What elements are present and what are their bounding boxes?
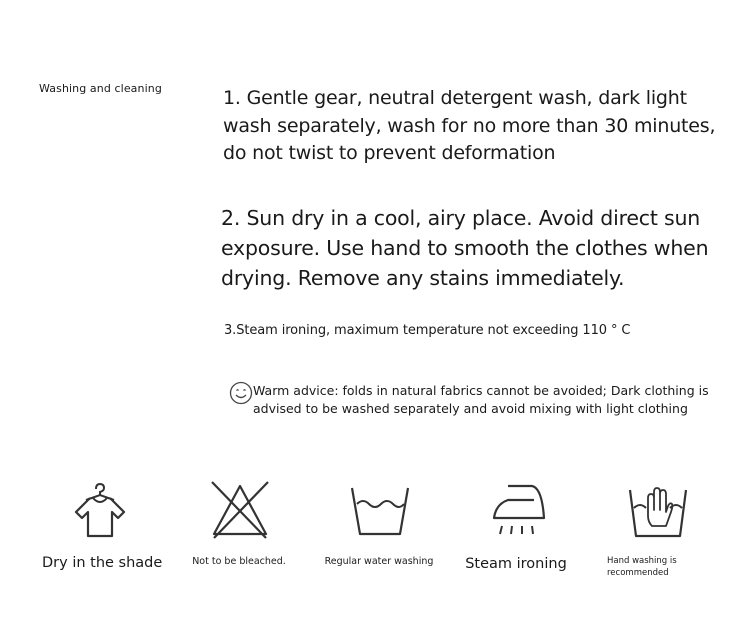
smiley-icon xyxy=(229,381,253,405)
hanger-shirt-icon xyxy=(68,480,132,544)
no-bleach-icon xyxy=(208,478,272,542)
label-steam-ironing: Steam ironing xyxy=(465,556,567,572)
warm-advice-text: Warm advice: folds in natural fabrics cannot be avoided; Dark clothing is advised to be washed separately and avoid mixing with light clothing xyxy=(253,383,709,416)
wash-tub-icon xyxy=(348,480,412,544)
label-regular-wash: Regular water washing xyxy=(324,556,434,567)
label-no-bleach: Not to be bleached. xyxy=(192,556,286,567)
section-title: Washing and cleaning xyxy=(39,82,162,95)
instruction-3: 3.Steam ironing, maximum temperature not exceeding 110 ° C xyxy=(224,323,631,338)
label-dry-in-shade: Dry in the shade xyxy=(42,555,163,571)
hand-wash-icon xyxy=(626,480,690,544)
iron-steam-icon xyxy=(488,478,552,542)
instruction-1: 1. Gentle gear, neutral detergent wash, dark light wash separately, wash for no more than 30 minutes, do not twist to prevent deformation xyxy=(223,87,716,164)
label-hand-wash: Hand washing is recommended xyxy=(607,556,677,578)
instruction-2: 2. Sun dry in a cool, airy place. Avoid direct sun exposure. Use hand to smooth the clothes when drying. Remove any stains immediately. xyxy=(221,206,709,290)
